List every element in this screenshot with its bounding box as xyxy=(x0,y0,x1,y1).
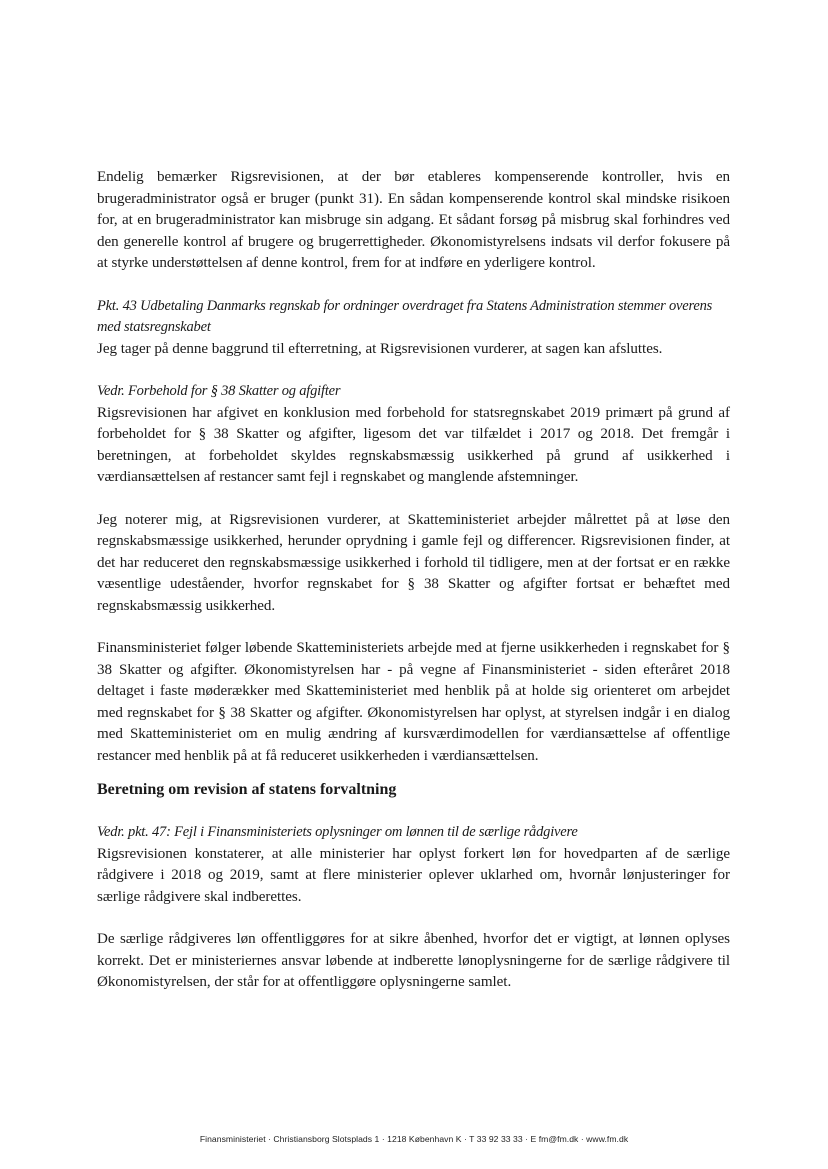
spacer xyxy=(97,489,730,510)
subsection-heading: Pkt. 43 Udbetaling Danmarks regnskab for ordninger overdraget fra Statens Administration stemmer overens med statsregnskabet xyxy=(97,297,713,335)
subsection-heading: Vedr. pkt. 47: Fejl i Finansministeriets oplysninger om lønnen til de særlige rådgivere xyxy=(97,824,578,840)
paragraph: De særlige rådgiveres løn offentliggøres for at sikre åbenhed, hvorfor det er vigtigt, at lønnen oplyses korrekt. Det er ministeriernes ansvar løbende at indberette lønoplysningerne for de særlige rådgivere til Økonomistyrelsen, der står for at offentliggøre oplysningerne samlet. xyxy=(97,931,730,990)
paragraph: Jeg noterer mig, at Rigsrevisionen vurderer, at Skatteministeriet arbejder målrettet på at løse den regnskabsmæssige usikkerhed, herunder oprydning i gamle fejl og differencer. Rigsrevisionen finder, at det har reduceret den regnskabsmæssige usikkerhed i forhold til tidligere, men at der fortsat er en række væsentlige udeståender, hvorfor regnskabet for § 38 Skatter og afgifter fortsat er behæftet med regnskabsmæssig usikkerhed. xyxy=(97,511,730,614)
spacer xyxy=(97,908,730,929)
paragraph: Endelig bemærker Rigsrevisionen, at der bør etableres kompenserende kontroller, hvis en brugeradministrator også er bruger (punkt 31). En sådan kompenserende kontrol skal mindske risikoen for, at en brugeradministrator kan misbruge sin adgang. Et sådant forsøg på misbrug skal forhindres ved den generelle kontrol af brugere og brugerrettigheder. Økonomistyrelsens indsats vil derfor fokusere på at styrke understøttelsen af denne kontrol, frem for at indføre en yderligere kontrol. xyxy=(97,169,730,271)
subsection-heading: Vedr. Forbehold for § 38 Skatter og afgifter xyxy=(97,383,341,399)
spacer xyxy=(97,617,730,638)
spacer xyxy=(97,360,730,381)
paragraph: Finansministeriet følger løbende Skatteministeriets arbejde med at fjerne usikkerheden i regnskabet for § 38 Skatter og afgifter. Økonomistyrelsen har - på vegne af Finansministeriet - siden efteråret 2018 deltaget i faste møderækker med Skatteministeriet med henblik på at holde sig orienteret om arbejdet med regnskabet for § 38 Skatter og afgifter. Økonomistyrelsen har oplyst, at styrelsen indgår i en dialog med Skatteministeriet om en mulig ændring af kursværdimodellen for værdiansættelse af offentlige restancer med henblik på at få reduceret usikkerheden i værdiansættelsen. xyxy=(97,640,730,764)
paragraph: Rigsrevisionen konstaterer, at alle ministerier har oplyst forkert løn for hovedparten af de særlige rådgivere i 2018 og 2019, samt at flere ministerier oplever uklarhed om, hvornår lønjusteringer for særlige rådgivere skal indberettes. xyxy=(97,845,730,905)
document-body xyxy=(97,167,730,994)
spacer xyxy=(97,801,730,822)
paragraph: Rigsrevisionen har afgivet en konklusion med forbehold for statsregnskabet 2019 primært på grund af forbeholdet for § 38 Skatter og afgifter, ligesom det var tilfældet i 2017 og 2018. Det fremgår i beretningen, at forbeholdet skyldes regnskabsmæssig usikkerhed på grund af usikkerhed i værdiansættelsen af restancer samt fejl i regnskabet og manglende afstemninger. xyxy=(97,404,730,485)
paragraph: Jeg tager på denne baggrund til efterretning, at Rigsrevisionen vurderer, at sagen kan afsluttes. xyxy=(97,340,663,357)
section-title: Beretning om revision af statens forvaltning xyxy=(97,781,397,798)
spacer xyxy=(97,275,730,296)
spacer xyxy=(97,767,730,779)
page-footer: Finansministeriet · Christiansborg Slotsplads 1 · 1218 København K · T 33 92 33 33 · E fm@fm.dk · www.fm.dk xyxy=(199,1134,629,1144)
